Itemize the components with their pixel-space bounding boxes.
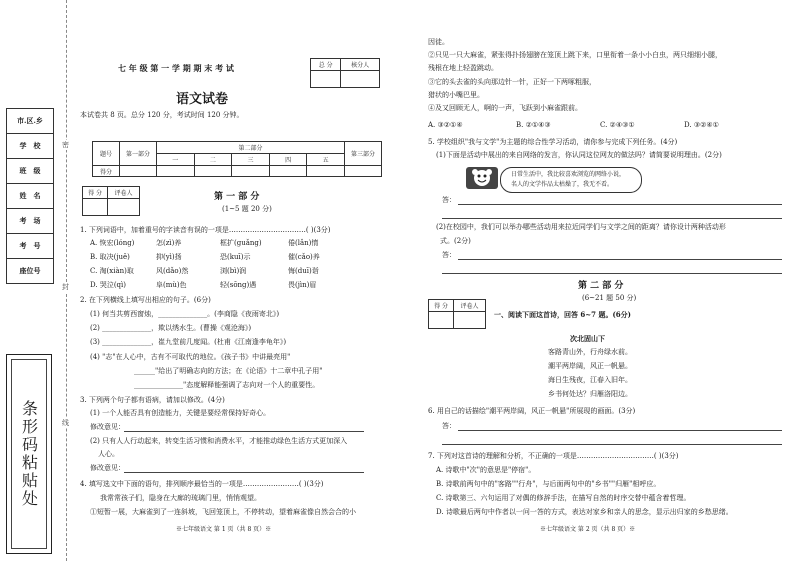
q5-answer-line-1a[interactable] (458, 204, 782, 205)
barcode-area (6, 354, 52, 554)
poem-line-1: 客路青山外，行舟绿水前。 (548, 348, 632, 356)
q5-sub-1: (1)下面是活动中展出的来自网络的发言，你认同这位网友的做法吗？请简要说明理由。(2分) (436, 151, 722, 159)
q1-stem: 1. 下列词语中，加着重号的字读音有误的一项是……………………………( )(3分) (80, 226, 331, 234)
q4-cont-line-5: ④及又回顾无人，啊的一声，飞跃到小麻雀跟前。 (428, 104, 582, 112)
q3-sentence-2: (2) 只有人人行动起来，转变生活习惯和消费水平，才能推动绿色生活方式更加深入 (90, 437, 348, 445)
q4-choice-b[interactable]: B. ②①④③ (516, 121, 551, 129)
q2-line-1[interactable]: (1) 何当共剪西窗烛，______________。(李商隐《夜雨寄北》) (90, 310, 280, 318)
q5-answer-line-1b[interactable] (442, 218, 782, 219)
q1-option-a-1[interactable]: A. 恢宏(lóng) (90, 239, 135, 247)
q1-option-a-2: 怎(zì)养 (156, 239, 182, 247)
q2-line-5[interactable]: ______"给出了明确志向的方法；在《论语》十二章中孔子用" (134, 367, 323, 375)
q6-stem: 6. 用自己的话描绘"潮平两岸阔，风正一帆悬"所展现的画面。(3分) (428, 407, 636, 415)
q3-sentence-1: (1) 一个人能否具有创造能力，关键是要经常保持好奇心。 (90, 409, 271, 417)
q1-option-a-4: 倦(lǎn)惰 (288, 239, 319, 247)
part1-scorer-box (82, 186, 140, 216)
seal-char-3: 线 (62, 419, 69, 427)
barcode-label: 条形码粘贴处 (19, 400, 39, 508)
poem-line-4: 乡书何处达？归雁洛阳边。 (548, 390, 632, 398)
q7-option-c[interactable]: C. 诗歌第三、六句运用了对偶的修辞手法，在描写自然的时序交替中蕴含着哲理。 (436, 494, 691, 502)
q5-answer-line-2b[interactable] (442, 273, 782, 274)
q5-answer-label-1: 答： (442, 196, 456, 204)
poem-line-3: 海日生残夜，江春入旧年。 (548, 376, 632, 384)
q7-stem: 7. 下列对这首诗的理解和分析，不正确的一项是……………………………( )(3分) (428, 452, 679, 460)
q1-option-b-4: 催(cǎo)养 (288, 253, 320, 261)
q4-cont-line-2: 残根在地上轻盈跳动。 (428, 64, 498, 72)
q5-answer-line-2a[interactable] (458, 259, 782, 260)
total-score-box (310, 58, 380, 88)
score-table-sub-3: 三 (232, 154, 270, 166)
q4-cont-line-0: 因徒。 (428, 38, 449, 46)
q6-answer-label: 答： (442, 422, 456, 430)
q4-passage-1: 我常常孩子们，隐身在大廊的琉璃门里，悄悄观望。 (100, 494, 261, 502)
part1-title: 第 一 部 分 (214, 192, 260, 202)
q2-line-4: (4) "志"在人心中，古有不可取代的地位。《孩子书》中讲最亮用" (90, 353, 291, 361)
student-info-box (6, 108, 54, 284)
q3-fix-label-2: 修改意见： (90, 464, 125, 472)
part2-scorer-box (428, 299, 486, 329)
q3-fix-line-2[interactable] (124, 472, 364, 473)
part2-title: 第 二 部 分 (578, 281, 624, 291)
score-table-sub-4: 四 (269, 154, 307, 166)
seal-char-1: 密 (62, 141, 69, 149)
q1-option-c-1[interactable]: C. 淘(xiàn)取 (90, 267, 134, 275)
section1-title: 一、阅读下面这首诗，回答 6~7 题。(6分) (494, 310, 631, 319)
q4-stem: 4. 填写选文中下面的语句，排列顺序最恰当的一项是……………………( )(3分) (80, 480, 324, 488)
page-1-footer: ※七年级语文 第 1 页（共 8 页）※ (176, 526, 272, 533)
part2-grader-label: 评卷人 (454, 300, 486, 312)
q6-answer-line-2[interactable] (442, 444, 782, 445)
subject-title: 语文试卷 (176, 92, 229, 107)
q7-option-d[interactable]: D. 诗歌最后两句中作者以一问一答的方式，表达对家乡和亲人的思念，显示出归家的乡愁思绪。 (436, 508, 733, 516)
q2-stem: 2. 在下列横线上填写出相应的句子。(6分) (80, 296, 211, 304)
total-score-label: 总 分 (311, 59, 341, 71)
q3-fix-line-1[interactable] (124, 431, 364, 432)
avatar-icon (466, 167, 498, 189)
q4-cont-line-4: 猎状的小嘴巴里。 (428, 91, 484, 99)
q5-sub-2: (2)在校园中，我们可以举办哪些活动用来拉近同学们与文学之间的距离？请你设计两种活动形 (436, 223, 726, 231)
q2-line-3[interactable]: (3) ______________，崔九堂前几度闻。(杜甫《江南逢李龟年》) (90, 338, 287, 346)
info-class: 班 级 (7, 159, 53, 184)
part2-score-label: 得 分 (429, 300, 454, 312)
speech-bubble (500, 167, 642, 193)
q3-stem: 3. 下列两个句子都有语病，请加以修改。(4分) (80, 396, 225, 404)
q4-cont-line-1: ②只见一只大麻雀，紧张得扑扬翅膀在笼顶上跳下来，口里衔着一条小小白虫，两只细细小腿， (428, 51, 722, 59)
score-table-header-part1: 第一部分 (120, 142, 157, 166)
score-table-row-label: 得分 (93, 166, 120, 177)
q1-option-d-3: 轻(sōng)遇 (220, 281, 257, 289)
info-region: 市.区.乡 (7, 109, 53, 134)
info-school: 学 校 (7, 134, 53, 159)
q5-sub-2-cont: 式。(2分) (440, 237, 471, 245)
page-2-footer: ※七年级语文 第 2 页（共 8 页）※ (540, 526, 636, 533)
info-seat: 座位号 (19, 266, 41, 275)
q7-option-b[interactable]: B. 诗歌前两句中的"客路""行舟"，与后面两句中的"乡书""归雁"相呼应。 (436, 480, 661, 488)
bubble-line-2: 名人的文学作品太枯燥了，我无不看。 (511, 181, 614, 188)
seal-line (66, 0, 67, 561)
score-table (92, 141, 382, 177)
bubble-line-1: 日常生活中，我比较喜欢浏览的网络小说， (511, 171, 626, 178)
part2-subtitle: (6~21 题 50 分) (582, 294, 637, 302)
info-exam-number: 考 号 (7, 234, 53, 259)
score-table-sub-2: 二 (194, 154, 232, 166)
score-table-header-num: 题号 (93, 142, 120, 166)
q1-option-a-3: 框扩(guǎng) (220, 239, 262, 247)
score-table-sub-1: 一 (157, 154, 195, 166)
q4-choice-d[interactable]: D. ③②④① (684, 121, 719, 129)
q4-choice-a[interactable]: A. ③②①④ (428, 121, 463, 129)
q1-option-d-2: 阜(mù)色 (156, 281, 187, 289)
q3-fix-label-1: 修改意见： (90, 423, 125, 431)
score-table-header-part2: 第二部分 (157, 142, 345, 154)
q1-option-d-4: 畏(jìn)眉 (288, 281, 317, 289)
score-table-header-part3: 第三部分 (345, 142, 382, 166)
part1-subtitle: (1~5 题 20 分) (222, 205, 272, 213)
q1-option-c-4: 悔(duī)诣 (288, 267, 319, 275)
part1-grader-label: 评卷人 (108, 187, 140, 199)
q1-option-b-2: 抑(yì)扬 (156, 253, 182, 261)
seal-char-2: 封 (62, 283, 69, 291)
q5-stem: 5. 学校组织"我与文学"为主题的综合性学习活动，请你参与完成下列任务。(4分) (428, 138, 678, 146)
info-name: 姓 名 (7, 184, 53, 209)
q6-answer-line-1[interactable] (458, 430, 782, 431)
q3-sentence-2-cont: 人心。 (98, 450, 119, 458)
score-table-sub-5: 五 (307, 154, 345, 166)
q1-option-c-3: 浏(bì)润 (220, 267, 247, 275)
part1-score-label: 得 分 (83, 187, 108, 199)
poem-title: 次北固山下 (570, 334, 605, 343)
q1-option-b-3: 恐(kuī)示 (220, 253, 251, 261)
info-exam-room: 考 场 (7, 209, 53, 234)
poem-line-2: 潮平两岸阔，风正一帆悬。 (548, 362, 632, 370)
q4-cont-line-3: ③它的头去雀的头向那边针一针，正好一下两啄粗服， (428, 78, 596, 86)
q2-line-2[interactable]: (2) ______________，欺以绣水生。(曹操《观沧海》) (90, 324, 252, 332)
q2-line-6[interactable]: ______________"态度解释能强调了志向对一个人的重要性。 (134, 381, 320, 389)
exam-intro: 本试卷共 8 页。总分 120 分，考试时间 120 分钟。 (80, 111, 244, 119)
checker-label: 核分人 (341, 59, 380, 71)
q1-option-d-1[interactable]: D. 哭泣(qì) (90, 281, 126, 289)
exam-header-title: 七 年 级 第 一 学 期 期 末 考 试 (118, 63, 234, 73)
q1-option-b-1[interactable]: B. 取决(juě) (90, 253, 130, 261)
q4-passage-2: ①短暂一展，大麻雀到了一连斜坡，飞回笼顶上，不停转动，望着麻雀像自然会合的小 (90, 508, 356, 516)
q7-option-a[interactable]: A. 诗歌中"次"的意思是"停宿"。 (436, 466, 536, 474)
q5-answer-label-2: 答： (442, 251, 456, 259)
q4-choice-c[interactable]: C. ②④③① (600, 121, 635, 129)
q1-option-c-2: 风(dǎo)然 (156, 267, 189, 275)
